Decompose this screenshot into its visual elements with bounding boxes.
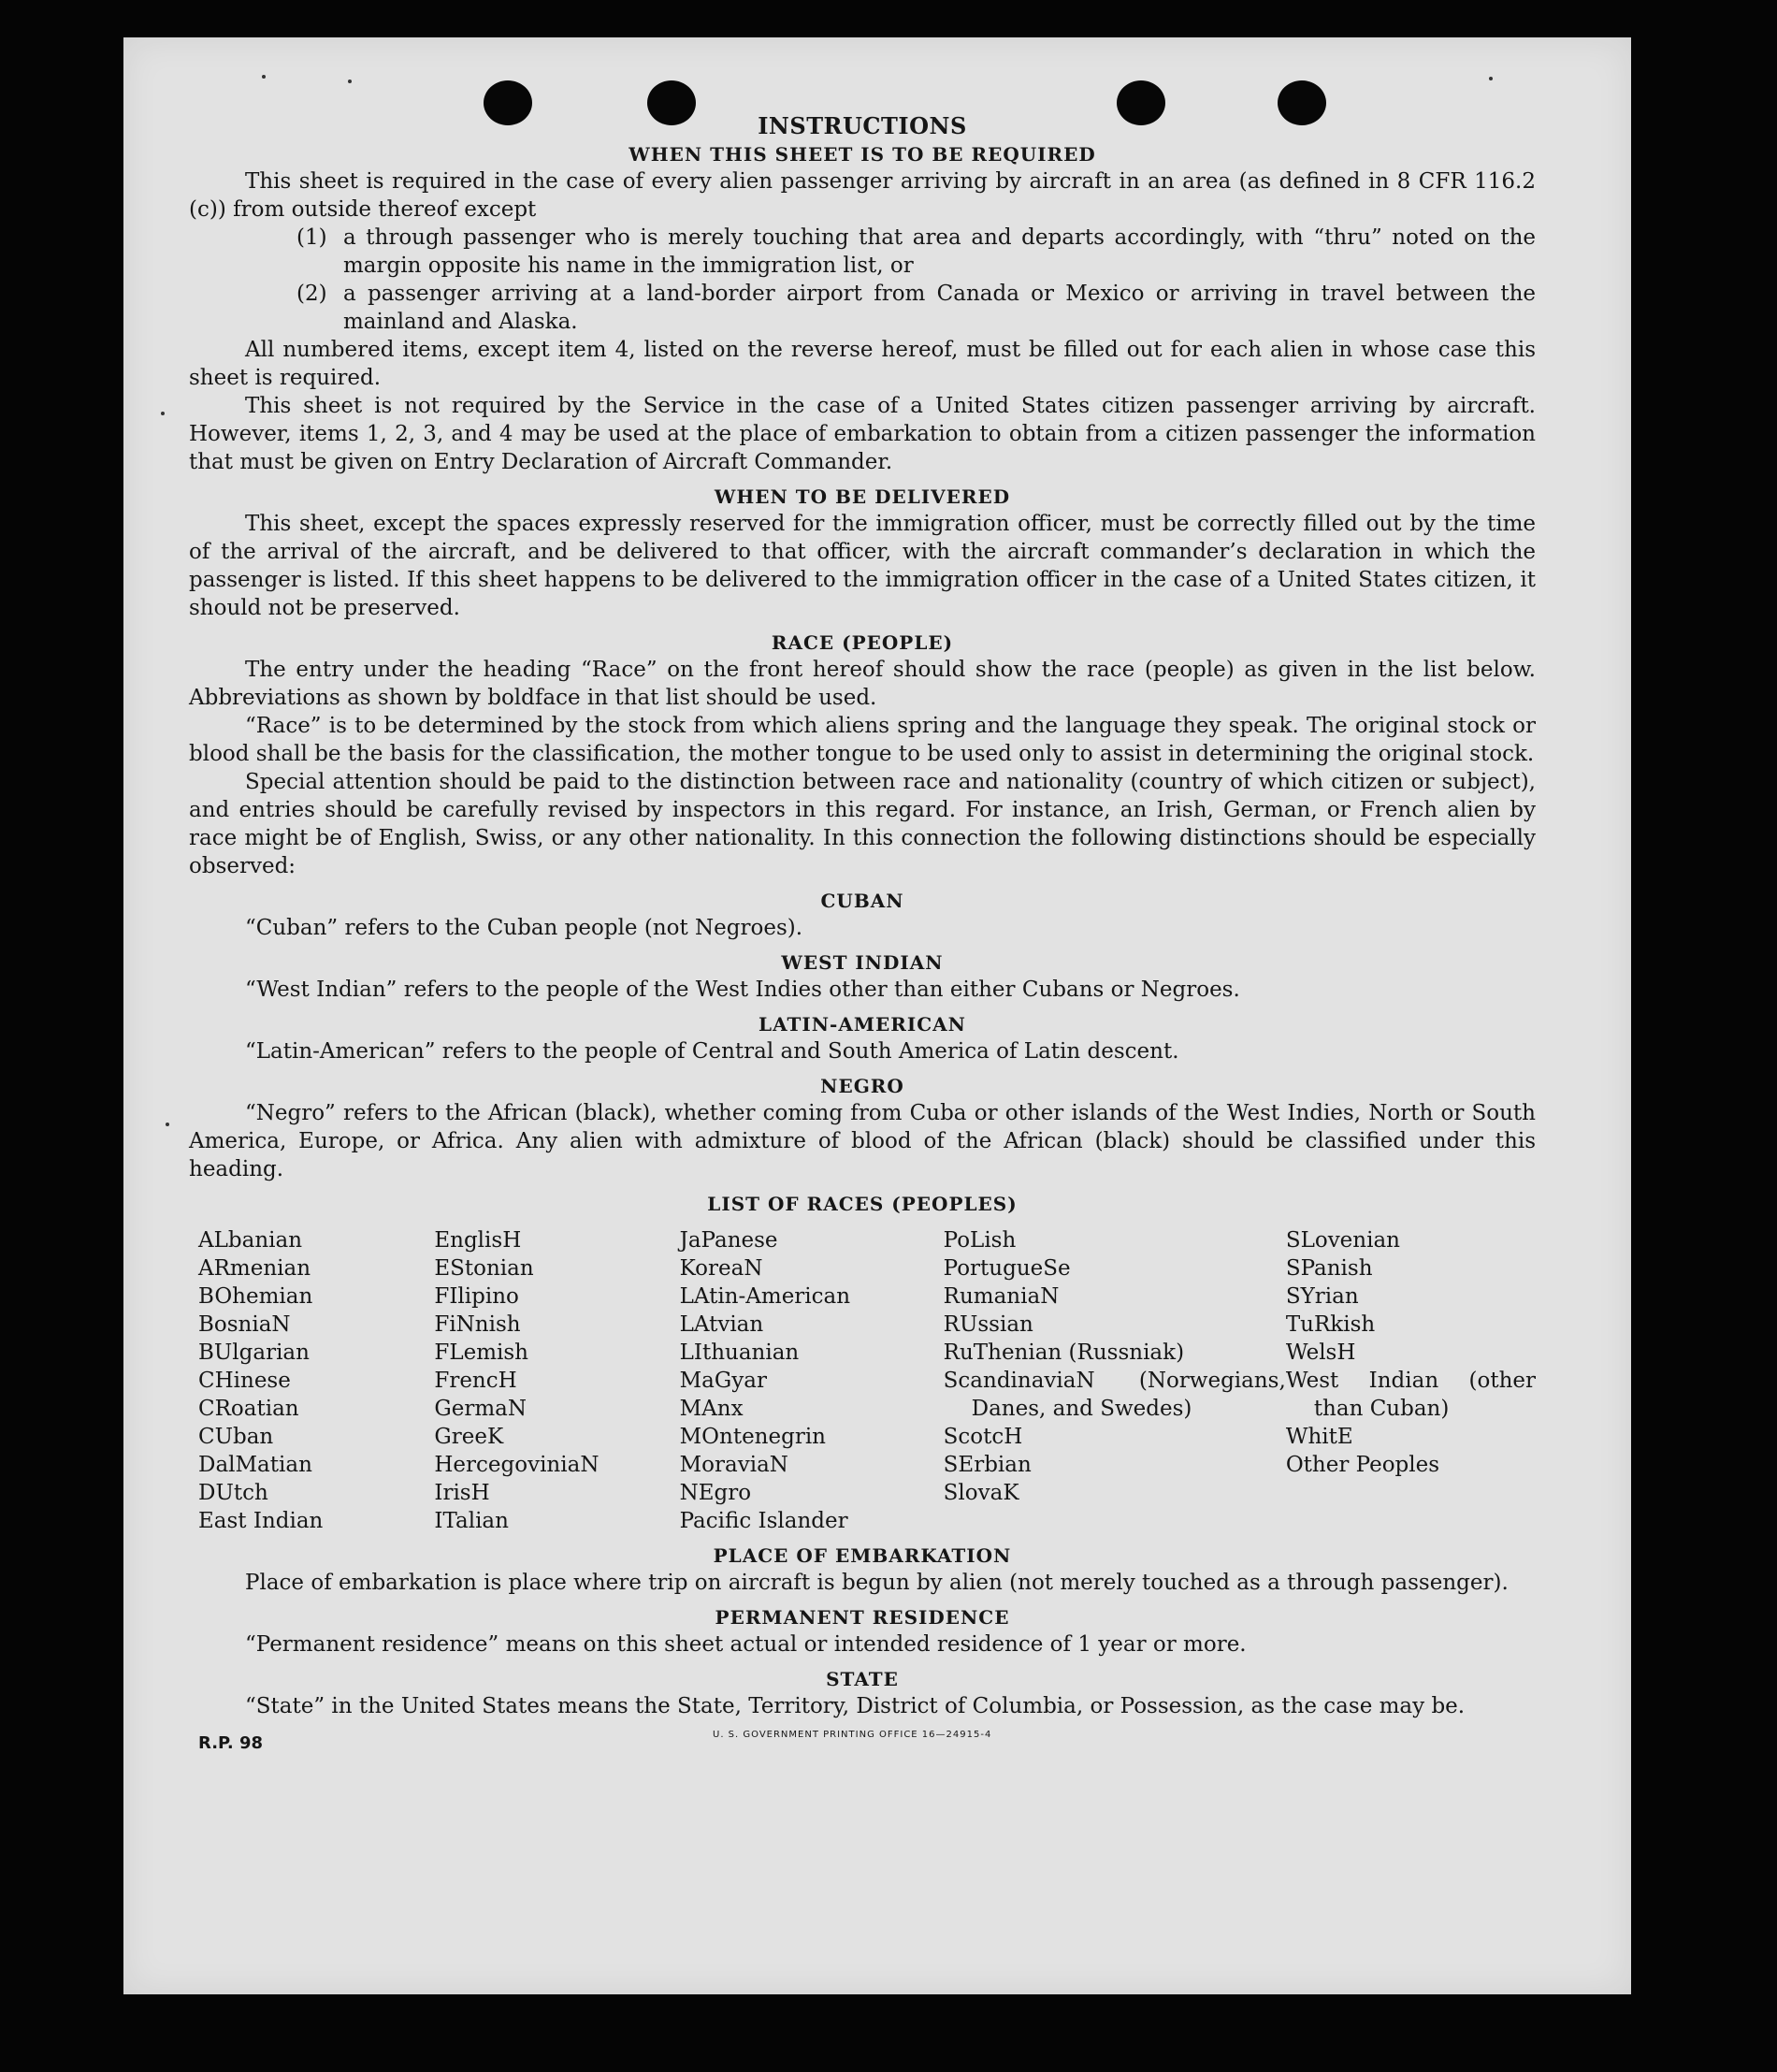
speck [262,75,266,79]
race-item: SErbian [943,1453,1032,1477]
race-item: FrencH [434,1369,517,1393]
heading-cuban: CUBAN [820,890,904,912]
race-para-1: The entry under the heading “Race” on the front hereof should show the race (people) as given in the list below. Abbreviations as shown by boldface in that list should be used. [189,658,1536,710]
race-item: CHinese [198,1369,291,1393]
race-para-3: Special attention should be paid to the distinction between race and nationality (country of which citizen or subject), and entries should be carefully revised by inspectors in this regard. For instance, an Irish, German, or French alien by race might be of English, Swiss, or any other nationality. In this connection the following distinctions should be especially observed: [189,770,1536,878]
race-item: GermaN [434,1397,527,1421]
speck [1489,77,1493,80]
race-item: BUlgarian [198,1340,310,1365]
race-item: CUban [198,1425,274,1449]
race-column-5 [1286,1226,1536,1535]
when-required-para-3: This sheet is not required by the Service in the case of a United States citizen passenger arriving by aircraft. However, items 1, 2, 3, and 4 may be used at the place of embarkation to obtain from a citizen passenger the information that must be given on Entry Declaration of Aircraft Commander. [189,394,1536,474]
west-indian-text: “West Indian” refers to the people of the West Indies other than either Cubans or Negroes. [245,978,1240,1002]
latin-american-text: “Latin-American” refers to the people of Central and South America of Latin descent. [245,1039,1179,1064]
race-item: RumaniaN [943,1284,1060,1309]
item-text: a through passenger who is merely touching that area and departs accordingly, with “thru” noted on the margin opposite his name in the immigration list, or [343,225,1536,278]
race-item: TuRkish [1285,1312,1376,1337]
race-item: MoraviaN [679,1453,788,1477]
race-item: BOhemian [198,1284,313,1309]
race-item: West Indian (other than Cuban) [1285,1369,1537,1421]
race-item: EStonian [434,1256,534,1281]
printer-imprint: U. S. GOVERNMENT PRINTING OFFICE 16—24915-4 [713,1730,992,1740]
race-item: MAnx [679,1397,744,1421]
when-required-para-2: All numbered items, except item 4, listed on the reverse hereof, must be filled out for each alien in whose case this sheet is required. [189,338,1536,390]
instructions-content [189,112,1536,1763]
race-item: EnglisH [434,1228,522,1253]
heading-race: RACE (PEOPLE) [771,631,954,654]
item-number: (2) [296,282,327,306]
race-item: CRoatian [198,1397,299,1421]
race-item: KoreaN [679,1256,763,1281]
item-text: a passenger arriving at a land-border airport from Canada or Mexico or arriving in travel between the mainland and Alaska. [343,282,1536,334]
race-column-2 [434,1226,679,1535]
document-page [123,37,1631,1994]
race-item: LAtvian [679,1312,764,1337]
race-item: ALbanian [198,1228,303,1253]
race-item: Other Peoples [1285,1453,1440,1477]
race-item: NEgro [679,1481,752,1505]
cuban-text: “Cuban” refers to the Cuban people (not Negroes). [245,916,803,940]
race-item: PoLish [943,1228,1017,1253]
race-item: LAtin-American [679,1284,851,1309]
race-item: SlovaK [943,1481,1019,1505]
when-delivered-text: This sheet, except the spaces expressly reserved for the immigration officer, must be correctly filled out by the time of the arrival of the aircraft, and be delivered to that officer, with the aircraft commander’s declaration in which the passenger is listed. If this sheet happens to be delivered to the immigration officer in the case of a United States citizen, it should not be preserved. [189,512,1536,620]
embarkation-text: Place of embarkation is place where trip on aircraft is begun by alien (not merely touched as a through passenger). [245,1571,1509,1595]
race-para-2: “Race” is to be determined by the stock from which aliens spring and the language they speak. The original stock or blood shall be the basis for the classification, the mother tongue to be used only to assist in determining the original stock. [189,714,1536,766]
race-item: ARmenian [198,1256,311,1281]
race-item: FLemish [434,1340,528,1365]
race-column-3 [680,1226,944,1535]
race-item: SPanish [1285,1256,1373,1281]
when-required-intro: This sheet is required in the case of every alien passenger arriving by aircraft in an area (as defined in 8 CFR 116.2 (c)) from outside thereof except [189,169,1536,222]
speck [161,412,165,415]
permanent-residence-text: “Permanent residence” means on this sheet actual or intended residence of 1 year or more. [245,1632,1247,1657]
race-item: WelsH [1285,1340,1356,1365]
race-item: PortugueSe [943,1256,1071,1281]
race-item: ScotcH [943,1425,1023,1449]
race-item: DalMatian [198,1453,312,1477]
race-item: GreeK [434,1425,504,1449]
race-item: HercegoviniaN [434,1453,600,1477]
state-text: “State” in the United States means the State, Territory, District of Columbia, or Possession, as the case may be. [245,1694,1466,1718]
race-item: SYrian [1285,1284,1359,1309]
exception-item-1 [296,224,1536,280]
race-column-4 [944,1226,1286,1535]
heading-negro: NEGRO [820,1075,904,1097]
race-item: FIlipino [434,1284,519,1309]
race-item: FiNnish [434,1312,521,1337]
race-item: ITalian [434,1509,509,1533]
heading-state: STATE [826,1668,899,1690]
page-footer [189,1726,1536,1763]
exception-item-2 [296,280,1536,336]
heading-embarkation: PLACE OF EMBARKATION [713,1544,1012,1567]
race-item: IrisH [434,1481,490,1505]
race-item: WhitE [1285,1425,1353,1449]
race-item: SLovenian [1285,1228,1400,1253]
race-item: RUssian [943,1312,1033,1337]
race-item: MaGyar [679,1369,767,1393]
race-item: BosniaN [198,1312,291,1337]
speck [166,1123,169,1126]
race-list [198,1226,1536,1535]
heading-latin-american: LATIN-AMERICAN [758,1013,966,1036]
race-item: DUtch [198,1481,268,1505]
heading-list-of-races: LIST OF RACES (PEOPLES) [707,1193,1018,1215]
heading-when-delivered: WHEN TO BE DELIVERED [714,485,1011,508]
race-item: RuThenian (Russniak) [943,1340,1185,1365]
negro-text: “Negro” refers to the African (black), whether coming from Cuba or other islands of the West Indies, North or South America, Europe, or Africa. Any alien with admixture of blood of the African (black) should be classified under this heading. [189,1101,1536,1181]
speck [348,80,352,83]
race-item: Pacific Islander [679,1509,848,1533]
item-number: (1) [296,225,327,250]
race-item: MOntenegrin [679,1425,826,1449]
heading-permanent-residence: PERMANENT RESIDENCE [715,1606,1010,1629]
race-column-1 [198,1226,434,1535]
heading-when-required: WHEN THIS SHEET IS TO BE REQUIRED [628,143,1096,166]
heading-west-indian: WEST INDIAN [781,951,944,974]
race-item: East Indian [198,1509,324,1533]
race-item: LIthuanian [679,1340,800,1365]
form-code: R.P. 98 [198,1733,264,1753]
page-title: INSTRUCTIONS [758,112,967,139]
race-item: JaPanese [679,1228,778,1253]
race-item: ScandinaviaN (Norwegians, Danes, and Swedes) [943,1369,1286,1421]
